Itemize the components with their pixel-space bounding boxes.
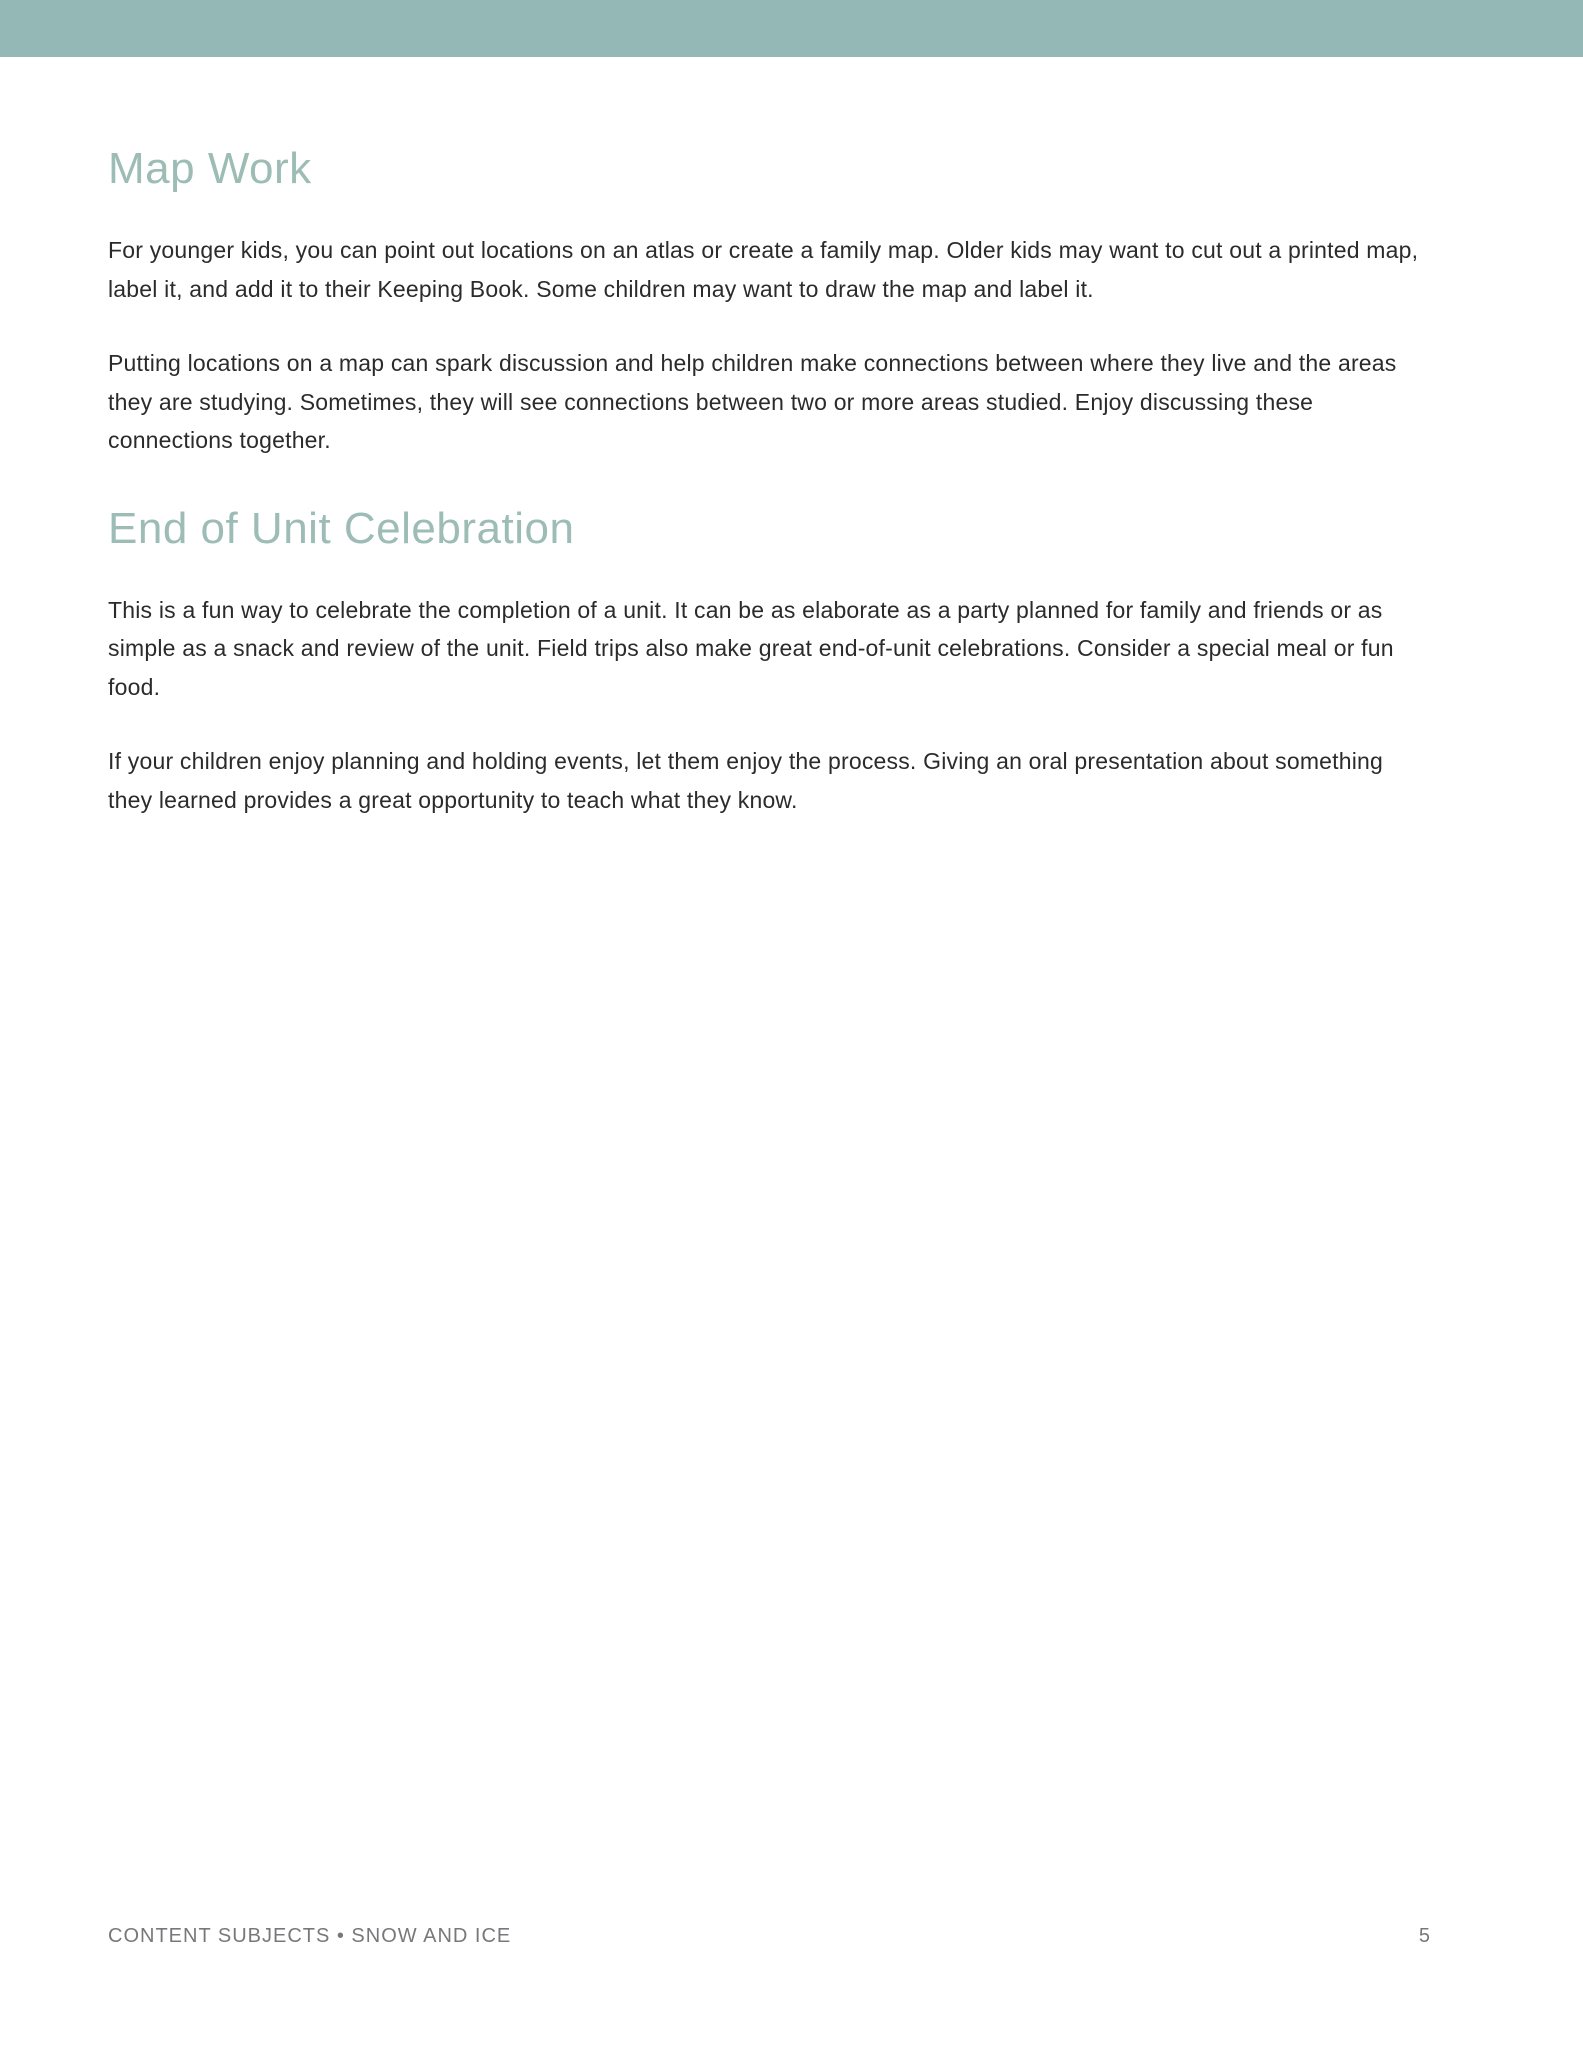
section-map-work xyxy=(108,142,1433,460)
paragraph: Putting locations on a map can spark discussion and help children make connections between where they live and the areas they are studying. Sometimes, they will see connections between two or more areas studied. Enjoy discussing these connections together. xyxy=(108,350,1397,453)
page-footer xyxy=(108,1925,1430,1948)
page-number: 5 xyxy=(1418,1925,1430,1947)
section-heading-end-of-unit-celebration: End of Unit Celebration xyxy=(108,503,575,553)
paragraph: For younger kids, you can point out locations on an atlas or create a family map. Older kids may want to cut out a printed map, label it, and add it to their Keeping Book. Some children may want to draw the map and label it. xyxy=(108,237,1419,302)
paragraph: This is a fun way to celebrate the completion of a unit. It can be as elaborate as a party planned for family and friends or as simple as a snack and review of the unit. Field trips also make great end-of-unit celebrations. Consider a special meal or fun food. xyxy=(108,596,1394,700)
paragraph: If your children enjoy planning and holding events, let them enjoy the process. Giving an oral presentation about something they learned provides a great opportunity to teach what they know. xyxy=(108,748,1384,813)
header-bar xyxy=(0,0,1583,57)
footer-running-title: CONTENT SUBJECTS • SNOW AND ICE xyxy=(108,1925,512,1947)
section-heading-map-work: Map Work xyxy=(108,144,312,193)
page-content xyxy=(0,142,1583,819)
section-end-of-unit-celebration xyxy=(108,502,1433,820)
